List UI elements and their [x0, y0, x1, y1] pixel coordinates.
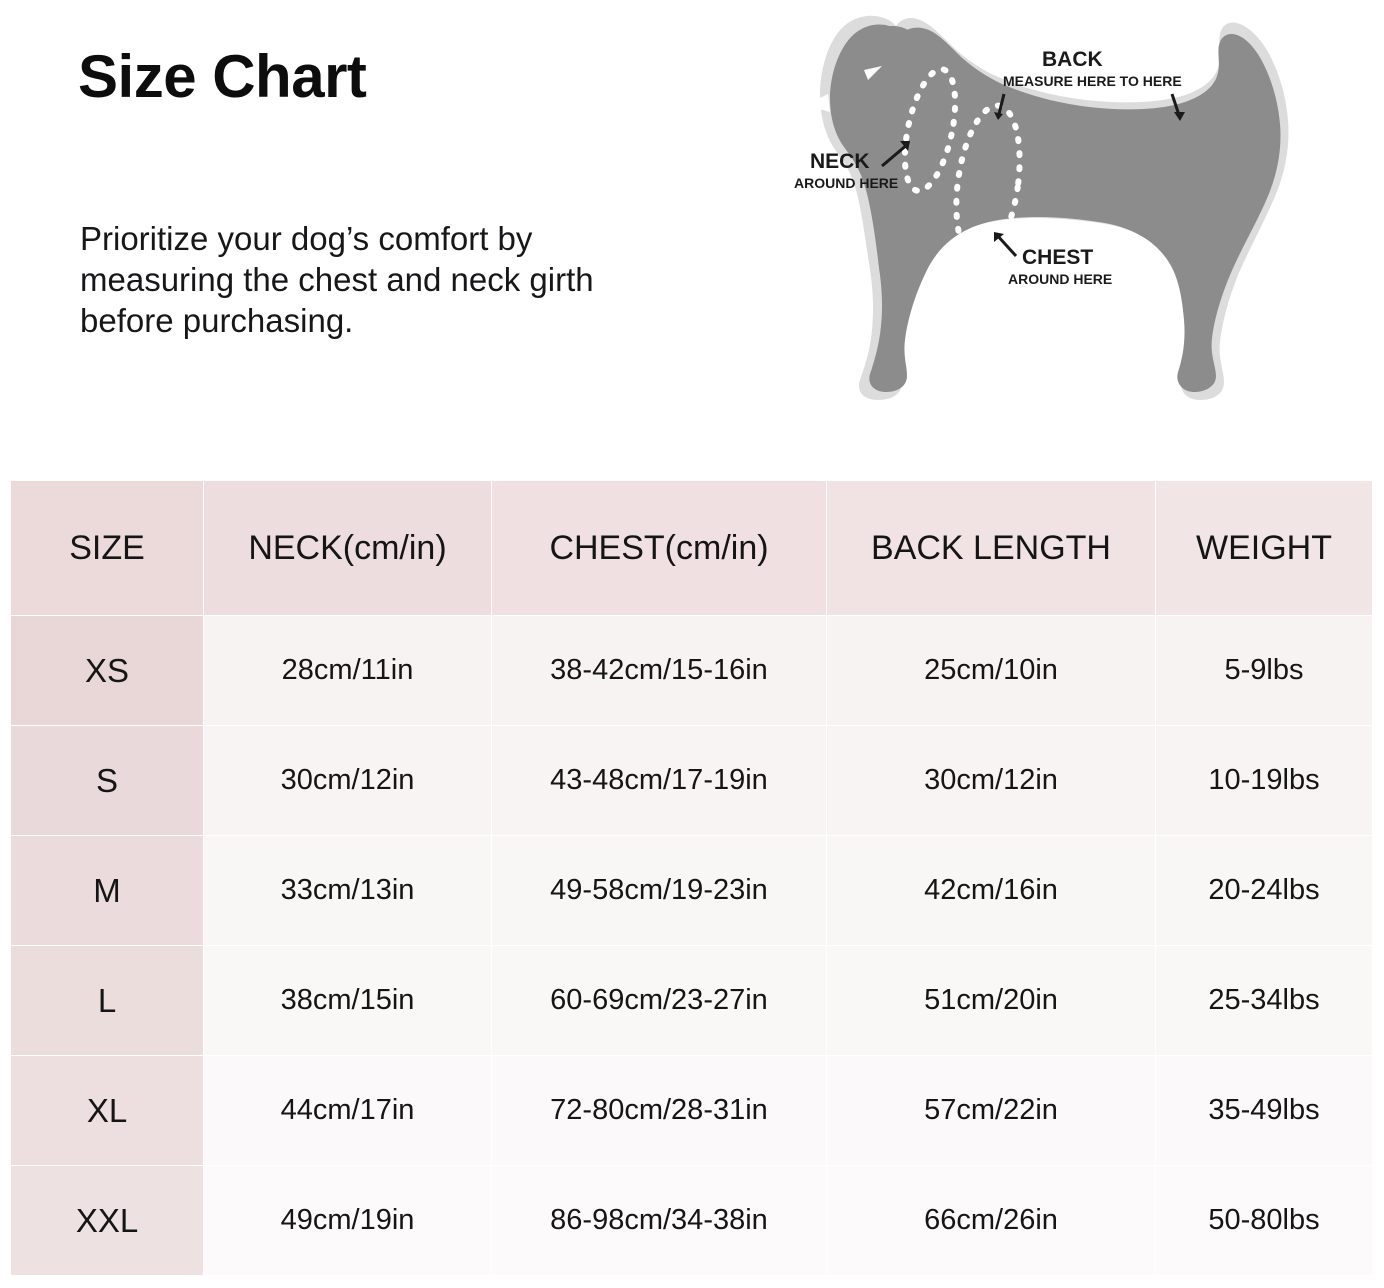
cell-size: XXL — [11, 1166, 204, 1276]
table-body — [11, 616, 1373, 1276]
cell-neck: 28cm/11in — [204, 616, 492, 726]
cell-weight: 35-49lbs — [1156, 1056, 1373, 1166]
cell-size: XS — [11, 616, 204, 726]
cell-weight: 20-24lbs — [1156, 836, 1373, 946]
cell-chest: 72-80cm/28-31in — [492, 1056, 827, 1166]
cell-back-length: 57cm/22in — [827, 1056, 1156, 1166]
cell-size: XL — [11, 1056, 204, 1166]
header-section — [0, 0, 1384, 470]
cell-back-length: 66cm/26in — [827, 1166, 1156, 1276]
cell-chest: 60-69cm/23-27in — [492, 946, 827, 1056]
table-row — [11, 1056, 1373, 1166]
cell-neck: 38cm/15in — [204, 946, 492, 1056]
back-sublabel-text: MEASURE HERE TO HERE — [1003, 73, 1182, 89]
cell-weight: 10-19lbs — [1156, 726, 1373, 836]
column-header-back-length: BACK LENGTH — [827, 481, 1156, 616]
neck-sublabel-text: AROUND HERE — [794, 175, 899, 191]
neck-label-text: NECK — [810, 150, 870, 173]
cell-weight: 5-9lbs — [1156, 616, 1373, 726]
cell-weight: 50-80lbs — [1156, 1166, 1373, 1276]
column-header-chest: CHEST(cm/in) — [492, 481, 827, 616]
table-row — [11, 616, 1373, 726]
chest-arrow — [994, 232, 1016, 256]
cell-neck: 33cm/13in — [204, 836, 492, 946]
chest-label-text: CHEST — [1022, 246, 1094, 269]
page-subtitle: Prioritize your dog’s comfort by measuring the chest and neck girth before purchasing. — [80, 220, 594, 339]
dog-measurement-illustration — [790, 8, 1360, 428]
cell-size: L — [11, 946, 204, 1056]
column-header-weight: WEIGHT — [1156, 481, 1373, 616]
cell-neck: 49cm/19in — [204, 1166, 492, 1276]
chest-sublabel-text: AROUND HERE — [1008, 271, 1113, 287]
cell-chest: 43-48cm/17-19in — [492, 726, 827, 836]
page-title: Size Chart — [78, 43, 367, 110]
back-label-text: BACK — [1042, 48, 1103, 71]
size-table-container — [10, 480, 1372, 1276]
table-row — [11, 726, 1373, 836]
column-header-neck: NECK(cm/in) — [204, 481, 492, 616]
cell-size: M — [11, 836, 204, 946]
cell-chest: 49-58cm/19-23in — [492, 836, 827, 946]
table-row — [11, 836, 1373, 946]
cell-size: S — [11, 726, 204, 836]
cell-chest: 38-42cm/15-16in — [492, 616, 827, 726]
size-table — [10, 480, 1373, 1276]
cell-back-length: 51cm/20in — [827, 946, 1156, 1056]
cell-neck: 44cm/17in — [204, 1056, 492, 1166]
cell-back-length: 42cm/16in — [827, 836, 1156, 946]
table-header — [11, 481, 1373, 616]
cell-chest: 86-98cm/34-38in — [492, 1166, 827, 1276]
table-header-row — [11, 481, 1373, 616]
cell-back-length: 30cm/12in — [827, 726, 1156, 836]
cell-back-length: 25cm/10in — [827, 616, 1156, 726]
column-header-size: SIZE — [11, 481, 204, 616]
table-row — [11, 946, 1373, 1056]
cell-weight: 25-34lbs — [1156, 946, 1373, 1056]
cell-neck: 30cm/12in — [204, 726, 492, 836]
table-row — [11, 1166, 1373, 1276]
